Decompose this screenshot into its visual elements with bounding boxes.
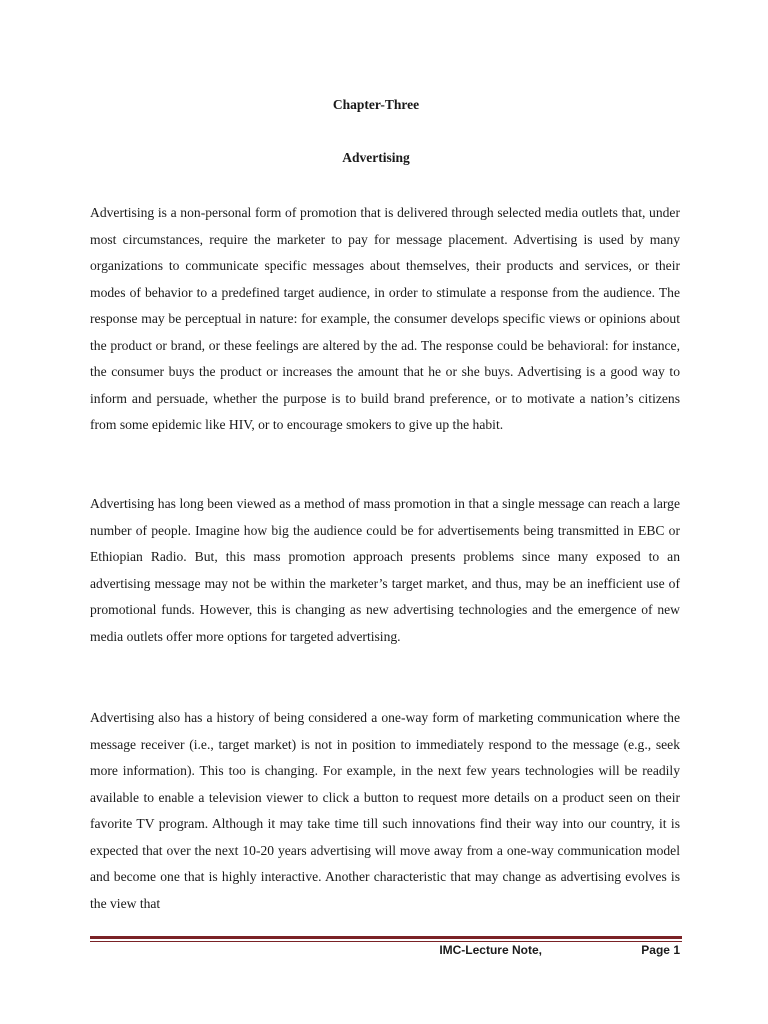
page-number: Page 1 bbox=[641, 943, 680, 957]
footer-note: IMC-Lecture Note, bbox=[439, 943, 542, 957]
paragraph: Advertising has long been viewed as a method of mass promotion in that a single message can reach a large number of people. Imagine how big the audience could be for advertisements being transmitted in EBC or Ethiopian Radio. But, this mass promotion approach presents problems since many exposed to an advertising message may not be within the marketer’s target market, and thus, may be an inefficient use of promotional funds. However, this is changing as new advertising technologies and the emergence of new media outlets offer more options for targeted advertising. bbox=[90, 496, 680, 644]
paragraph: Advertising also has a history of being considered a one-way form of marketing communication where the message receiver (i.e., target market) is not in position to immediately respond to the message (e.g., seek more information). This too is changing. For example, in the next few years technologies will be readily available to enable a television viewer to click a button to request more details on a product seen on their favorite TV program. Although it may take time till such innovations find their way into our country, it is expected that over the next 10-20 years advertising will move away from a one-way communication model and become one that is highly interactive. Another characteristic that may change as advertising evolves is the view that bbox=[90, 710, 680, 911]
section-title: Advertising bbox=[342, 150, 410, 165]
footer-divider-thin bbox=[90, 941, 682, 942]
footer-divider-thick bbox=[90, 936, 682, 939]
paragraph: Advertising is a non-personal form of promotion that is delivered through selected media outlets that, under most circumstances, require the marketer to pay for message placement. Advertising is used by many organizations to communicate specific messages about themselves, their products and services, or their modes of behavior to a predefined target audience, in order to stimulate a response from the audience. The response may be perceptual in nature: for example, the consumer develops specific views or opinions about the product or brand, or these feelings are altered by the ad. The response could be behavioral: for instance, the consumer buys the product or increases the amount that he or she buys. Advertising is a good way to inform and persuade, whether the purpose is to build brand preference, or to motivate a nation’s citizens from some epidemic like HIV, or to encourage smokers to give up the habit. bbox=[90, 205, 680, 432]
page-footer bbox=[90, 943, 682, 961]
chapter-title: Chapter-Three bbox=[332, 97, 420, 112]
